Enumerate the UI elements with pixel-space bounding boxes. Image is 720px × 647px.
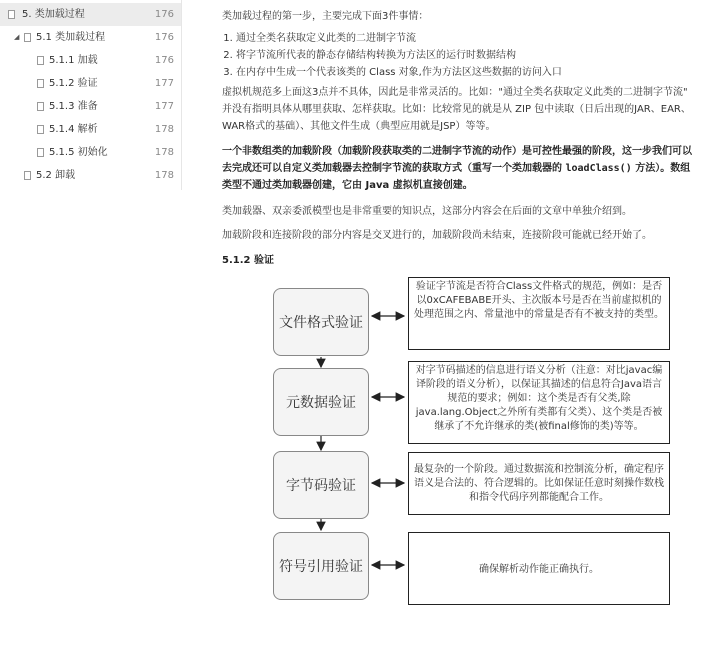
toc-item-verify[interactable]: 5.1.2 验证 177 xyxy=(0,72,181,95)
document-icon xyxy=(37,79,44,88)
document-icon xyxy=(8,10,15,19)
step-item: 1. 通过全类名获取定义此类的二进制字节流 xyxy=(236,30,562,47)
toc-item-loading-process[interactable]: ◢ 5.1 类加载过程 176 xyxy=(0,26,181,49)
toc-item-initialize[interactable]: 5.1.5 初始化 178 xyxy=(0,141,181,164)
toc-item-resolve[interactable]: 5.1.4 解析 178 xyxy=(0,118,181,141)
paragraph-phases: 加载阶段和连接阶段的部分内容是交叉进行的，加载阶段尚未结束，连接阶段可能就已经开始了。 xyxy=(222,230,652,241)
paragraph-classloader: 类加载器、双亲委派模型也是非常重要的知识点，这部分内容会在后面的文章中单独介绍到。 xyxy=(222,206,632,217)
intro-text: 类加载过程的第一步，主要完成下面3件事情： xyxy=(222,11,429,22)
desc-file-format: 验证字节流是否符合Class文件格式的规范，例如：是否以0xCAFEBABE开头、主次版本号是否在当前虚拟机的处理范围之内、常量池中的常量是否有不被支持的类型。 xyxy=(408,277,670,350)
document-icon xyxy=(24,33,31,42)
toc-item-class-loading[interactable]: 5. 类加载过程 176 xyxy=(0,3,181,26)
document-icon xyxy=(37,148,44,157)
document-icon xyxy=(37,125,44,134)
section-heading: 5.1.2 验证 xyxy=(222,255,274,266)
node-file-format-verify: 文件格式验证 xyxy=(273,288,369,356)
toc-item-prepare[interactable]: 5.1.3 准备 177 xyxy=(0,95,181,118)
document-icon xyxy=(37,102,44,111)
inline-code: loadClass() xyxy=(565,163,632,174)
document-icon xyxy=(37,56,44,65)
toc-item-load[interactable]: 5.1.1 加载 176 xyxy=(0,49,181,72)
paragraph-text: 一个非数组类的加载阶段（加载阶段获取类的二进制字节流的动作）是可控性最强的阶段，这一步我们可以去完成还可以自定义类加载器去控制字节流的获取方式（重写一个类加载器的 xyxy=(222,146,692,174)
step-item: 2. 将字节流所代表的静态存储结构转换为方法区的运行时数据结构 xyxy=(236,47,562,64)
node-bytecode-verify: 字节码验证 xyxy=(273,451,369,519)
toc-sidebar xyxy=(0,0,182,190)
desc-symbol-reference: 确保解析动作能正确执行。 xyxy=(408,532,670,605)
expand-arrow-icon[interactable]: ◢ xyxy=(14,33,20,41)
paragraph-text: 方法）。数组类型不通过类加载器创建，它由 Java 虚拟机直接创建。 xyxy=(222,163,691,191)
toc-item-unload[interactable]: 5.2 卸载 178 xyxy=(0,164,181,187)
document-icon xyxy=(24,171,31,180)
paragraph-spec: 虚拟机规范多上面这3点并不具体，因此是非常灵活的。比如："通过全类名获取定义此类的二进制字节流" 并没有指明具体从哪里获取、怎样获取。比如：比较常见的就是从 ZIP 包中读取（日后出现的JAR、EAR、WAR格式的基础）、其他文件生成（典型应用就是JSP）等等。 xyxy=(222,87,691,132)
steps-list xyxy=(222,30,562,81)
paragraph-loading-stage xyxy=(222,143,700,194)
node-metadata-verify: 元数据验证 xyxy=(273,368,369,436)
desc-bytecode: 最复杂的一个阶段。通过数据流和控制流分析，确定程序语义是合法的、符合逻辑的。比如保证任意时刻操作数栈和指令代码序列都能配合工作。 xyxy=(408,452,670,515)
desc-metadata: 对字节码描述的信息进行语义分析（注意：对比javac编译阶段的语义分析），以保证其描述的信息符合Java语言规范的要求；例如：这个类是否有父类,除java.lang.Object之外所有类都有父类）、这个类是否被继承了不允许继承的类(被final修饰的类)等等。 xyxy=(408,361,670,444)
node-symbol-reference-verify: 符号引用验证 xyxy=(273,532,369,600)
step-item: 3. 在内存中生成一个代表该类的 Class 对象,作为方法区这些数据的访问入口 xyxy=(236,64,562,81)
